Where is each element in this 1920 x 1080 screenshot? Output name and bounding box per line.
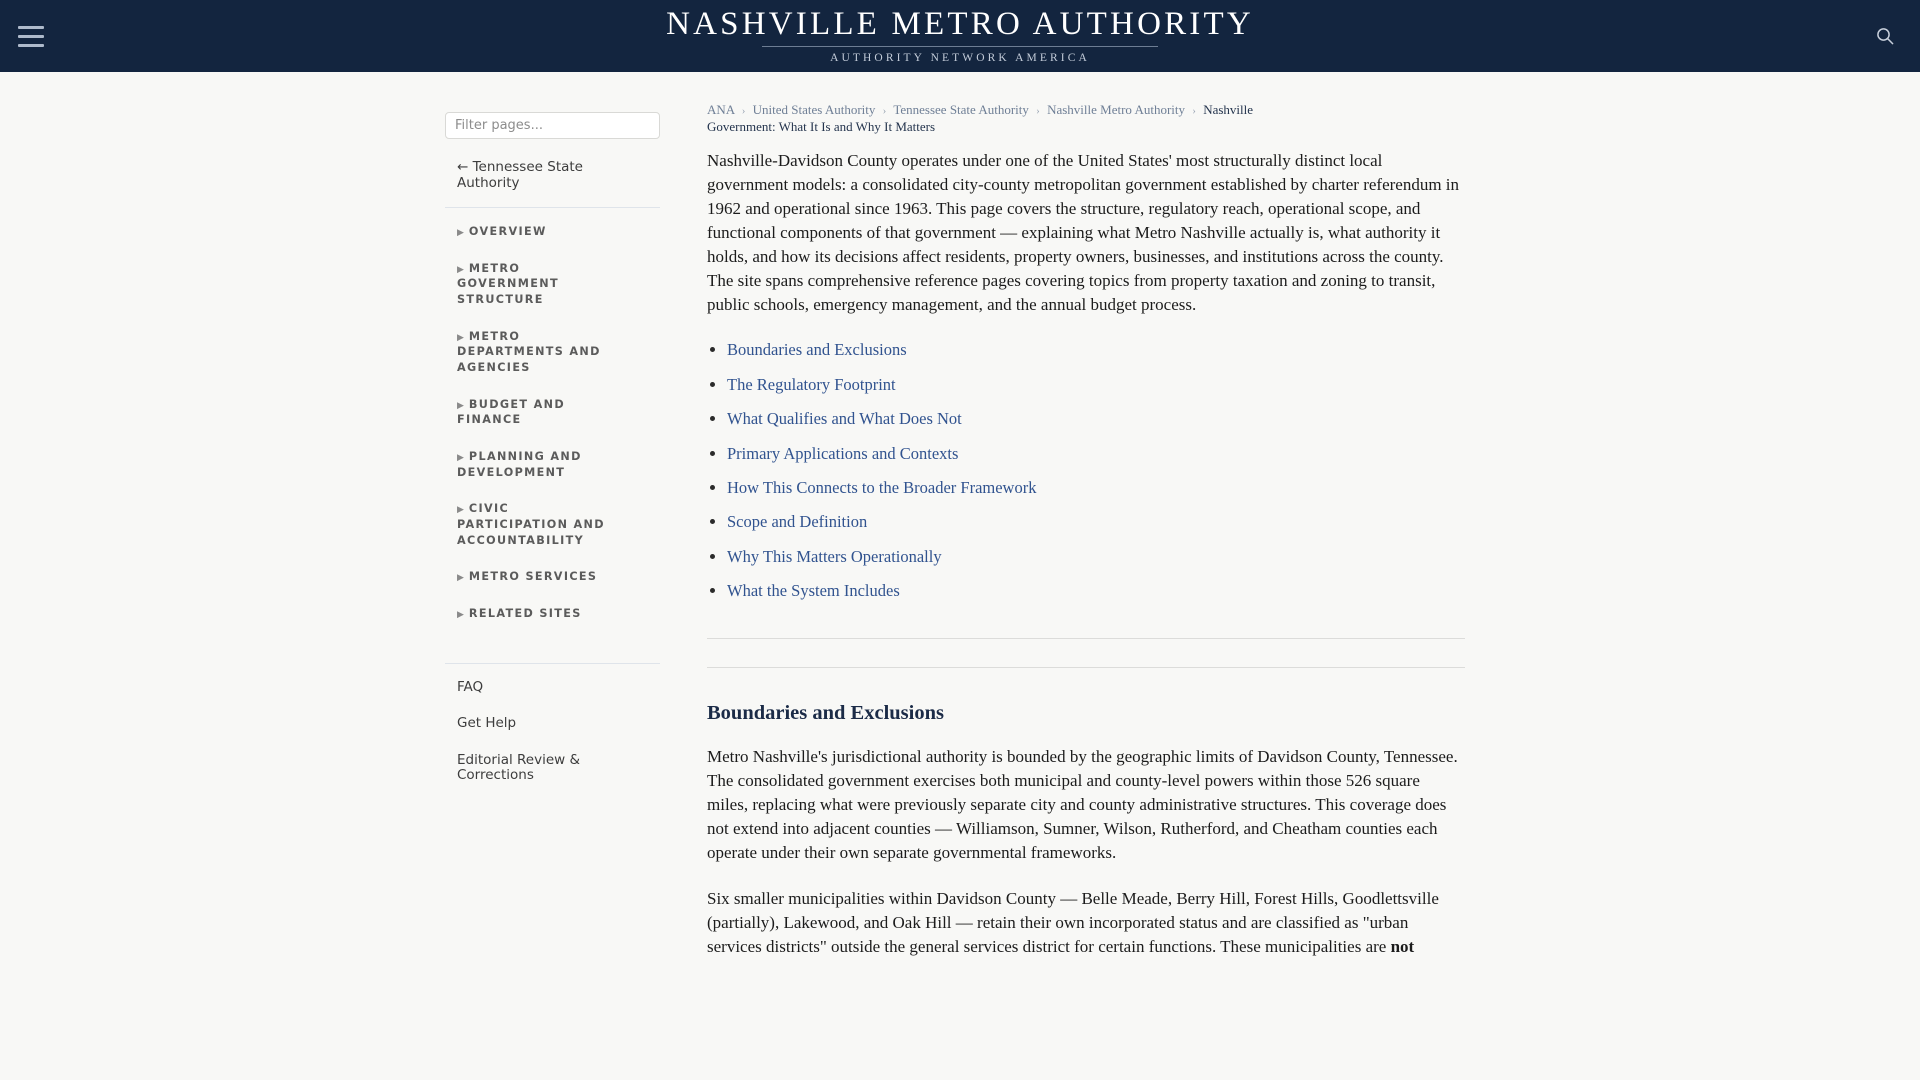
toc-link-what-the-system-includes[interactable]: What the System Includes — [727, 581, 900, 601]
toc-link-boundaries-and-exclusions[interactable]: Boundaries and Exclusions — [727, 340, 907, 360]
section-heading-boundaries-and-exclusions: Boundaries and Exclusions — [707, 701, 944, 724]
sidebar-item-label: METRO GOVERNMENT STRUCTURE — [457, 261, 559, 307]
list-item — [727, 408, 1465, 429]
breadcrumb-current-page: Nashville Government: What It Is and Why It Matters — [707, 102, 1254, 134]
section-paragraph-1: Metro Nashville's jurisdictional authority is bounded by the geographic limits of Davidson County, Tennessee. The consolidated government exercises both municipal and county-level powers within those 526 square miles, replacing what were previously separate city and county administrative structures. This coverage does not extend into adjacent counties — Williamson, Sumner, Wilson, Rutherford, and Cheatham counties each operate under their own separate governmental frameworks. — [707, 746, 1458, 862]
breadcrumb-item-nashville-metro-authority[interactable]: Nashville Metro Authority — [1047, 102, 1186, 117]
toc-link-primary-applications-and-contexts[interactable]: Primary Applications and Contexts — [727, 443, 959, 463]
sidebar-item-budget-and-finance[interactable] — [457, 397, 617, 428]
breadcrumb-separator: › — [1192, 105, 1196, 117]
sidebar-item-label: RELATED SITES — [468, 607, 582, 621]
sidebar-item-metro-services[interactable] — [457, 569, 617, 585]
sidebar-item-label: METRO DEPARTMENTS AND AGENCIES — [457, 329, 601, 375]
chevron-right-icon: ▶ — [457, 264, 464, 275]
chevron-right-icon: ▶ — [457, 400, 464, 411]
sidebar-item-metro-departments-and-agencies[interactable] — [457, 329, 617, 376]
list-item — [727, 511, 1465, 532]
list-item — [727, 443, 1465, 464]
main-content — [660, 102, 1475, 981]
hamburger-bar — [18, 35, 44, 38]
sidebar-item-overview[interactable] — [457, 224, 617, 240]
site-header — [0, 0, 1920, 72]
table-of-contents — [707, 339, 1465, 602]
breadcrumb-separator: › — [1036, 105, 1040, 117]
hamburger-bar — [18, 44, 44, 47]
sidebar-item-metro-government-structure[interactable] — [457, 261, 617, 308]
site-brand[interactable] — [666, 5, 1254, 65]
sidebar-item-get-help[interactable]: Get Help — [457, 715, 517, 732]
list-item — [727, 374, 1465, 395]
chevron-right-icon: ▶ — [457, 228, 464, 239]
toc-link-the-regulatory-footprint[interactable]: The Regulatory Footprint — [727, 374, 896, 394]
toc-link-how-this-connects-to-the-broader-framework[interactable]: How This Connects to the Broader Framework — [727, 478, 1037, 497]
sidebar-nav — [445, 208, 660, 647]
hamburger-bar — [18, 26, 44, 29]
sidebar-item-label: CIVIC PARTICIPATION AND ACCOUNTABILITY — [457, 502, 605, 547]
breadcrumb-separator: › — [741, 105, 746, 117]
section-paragraph-2-text: Six smaller municipalities within Davidson County — Belle Meade, Berry Hill, Forest Hills, Goodlettsville (partially), Lakewood, and Oak Hill — retain their own incorporated status and are classified as "urban services districts" outside the general services district for certain functions. These municipalities are — [707, 888, 1439, 956]
sidebar-item-label: OVERVIEW — [468, 225, 547, 239]
toc-link-scope-and-definition[interactable]: Scope and Definition — [727, 512, 868, 532]
chevron-right-icon: ▶ — [457, 332, 464, 343]
chevron-right-icon: ▶ — [457, 453, 464, 464]
site-subtitle: AUTHORITY NETWORK AMERICA — [830, 51, 1090, 64]
breadcrumb-item-ana[interactable]: ANA — [707, 102, 735, 117]
chevron-right-icon: ▶ — [457, 573, 464, 584]
list-item — [727, 546, 1465, 567]
breadcrumb-separator: › — [882, 105, 887, 117]
brand-divider — [762, 46, 1158, 47]
section-paragraph-2-emphasis: not — [1390, 936, 1415, 956]
hamburger-icon[interactable] — [14, 21, 48, 51]
sidebar-item-planning-and-development[interactable] — [457, 449, 617, 480]
site-title: NASHVILLE METRO AUTHORITY — [666, 5, 1254, 42]
sidebar-item-related-sites[interactable] — [457, 606, 617, 622]
list-item — [727, 339, 1465, 360]
filter-pages-input[interactable] — [445, 112, 660, 139]
sidebar-item-label: PLANNING AND DEVELOPMENT — [457, 450, 582, 479]
back-to-parent-link[interactable]: ← Tennessee State Authority — [457, 159, 583, 191]
chevron-right-icon: ▶ — [457, 505, 464, 516]
section-divider-top — [707, 638, 1465, 639]
toc-link-what-qualifies-and-what-does-not[interactable]: What Qualifies and What Does Not — [727, 409, 962, 429]
intro-paragraph: Nashville-Davidson County operates under one of the United States' most structurally distinct local government models: a consolidated city-county metropolitan government established by charter referendum in 1962 and operational since 1963. This page covers the structure, regulatory reach, operational scope, and functional components of that government — explaining what Metro Nashville actually is, what authority it holds, and how its decisions affect residents, property owners, businesses, and institutions across the county. The site spans comprehensive reference pages covering topics from property taxation and zoning to transit, public schools, emergency management, and the annual budget process. — [707, 151, 1460, 315]
page-body — [0, 72, 1920, 981]
toc-link-why-this-matters-operationally[interactable]: Why This Matters Operationally — [727, 546, 942, 566]
breadcrumb — [707, 102, 1297, 135]
sidebar — [445, 102, 660, 805]
sidebar-item-label: METRO SERVICES — [468, 570, 598, 584]
section-paragraph-2 — [707, 887, 1465, 959]
sidebar-item-editorial-review[interactable]: Editorial Review & Corrections — [457, 751, 581, 784]
chevron-right-icon: ▶ — [457, 610, 464, 621]
sidebar-item-civic-participation-and-accountability[interactable] — [457, 501, 617, 548]
list-item — [727, 580, 1465, 601]
sidebar-item-faq[interactable]: FAQ — [457, 678, 484, 695]
section-divider-bottom — [707, 667, 1465, 668]
sidebar-item-label: BUDGET AND FINANCE — [457, 397, 565, 427]
list-item — [727, 477, 1465, 498]
breadcrumb-item-united-states-authority[interactable]: United States Authority — [752, 102, 876, 117]
search-icon[interactable] — [1872, 23, 1898, 49]
sidebar-utility-links — [445, 664, 660, 784]
breadcrumb-item-tennessee-state-authority[interactable]: Tennessee State Authority — [893, 102, 1029, 117]
